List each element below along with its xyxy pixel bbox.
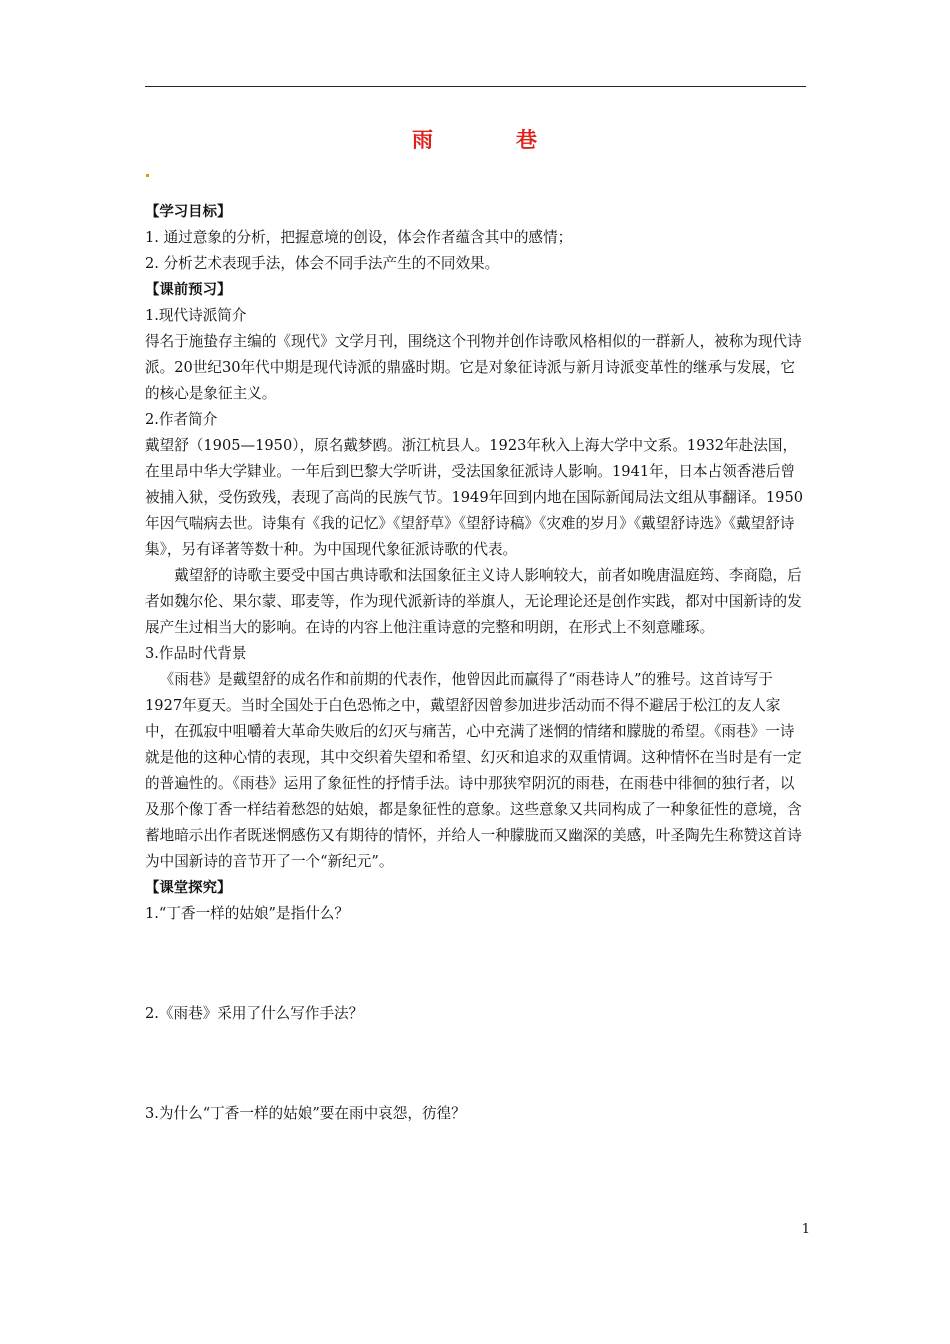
background-heading: 3.作品时代背景 [145,645,247,662]
question-2: 2.《雨巷》采用了什么写作手法？ [145,1005,364,1022]
author-text-2: 戴望舒的诗歌主要受中国古典诗歌和法国象征主义诗人影响较大，前者如晚唐温庭筠、李商隐，后者如魏尔伦、果尔蒙、耶麦等，作为现代派新诗的举旗人，无论理论还是创作实践，都对中国新诗的发展产生过相当大的影响。在诗的内容上他注重诗意的完整和明朗，在形式上不刻意雕琢。 [145,567,802,636]
school-text: 得名于施蛰存主编的《现代》文学月刊，围绕这个刊物并创作诗歌风格相似的一群新人，被称为现代诗派。20世纪30年代中期是现代诗派的鼎盛时期。它是对象征诗派与新月诗派变革性的继承与发展，它的核心是象征主义。 [145,333,802,402]
background-text: 《雨巷》是戴望舒的成名作和前期的代表作，他曾因此而赢得了“雨巷诗人”的雅号。这首诗写于1927年夏天。当时全国处于白色恐怖之中，戴望舒因曾参加进步活动而不得不避居于松江的友人家中，在孤寂中咀嚼着大革命失败后的幻灭与痛苦，心中充满了迷惘的情绪和朦胧的希望。《雨巷》一诗就是他的这种心情的表现，其中交织着失望和希望、幻灭和追求的双重情调。这种情怀在当时是有一定的普遍性的。《雨巷》运用了象征性的抒情手法。诗中那狭窄阴沉的雨巷，在雨巷中徘徊的独行者，以及那个像丁香一样结着愁怨的姑娘，都是象征性的意象。这些意象又共同构成了一种象征性的意境，含蓄地暗示出作者既迷惘感伤又有期待的情怀，并给人一种朦胧而又幽深的美感，叶圣陶先生称赞这首诗为中国新诗的音节开了一个“新纪元”。 [145,671,802,870]
objective-item-1: 1. 通过意象的分析，把握意境的创设，体会作者蕴含其中的感情； [145,229,573,246]
question-3: 3.为什么“丁香一样的姑娘”要在雨中哀怨，彷徨？ [145,1105,466,1122]
question-1: 1.“丁香一样的姑娘”是指什么？ [145,905,349,922]
preview-heading: 【课前预习】 [145,282,232,298]
page-number: 1 [801,1222,810,1237]
author-text-1: 戴望舒（1905—1950），原名戴梦鸥。浙江杭县人。1923年秋入上海大学中文系。1932年赴法国，在里昂中华大学肄业。一年后到巴黎大学听讲，受法国象征派诗人影响。1941年，日本占领香港后曾被捕入狱，受伤致残，表现了高尚的民族气节。1949年回到内地在国际新闻局法文组从事翻译。1950年因气喘病去世。诗集有《我的记忆》《望舒草》《望舒诗稿》《灾难的岁月》《戴望舒诗选》《戴望舒诗集》，另有译著等数十种。为中国现代象征派诗歌的代表。 [145,437,804,558]
document-body [145,199,807,1127]
title-char-1: 雨 [412,127,434,152]
decorative-dot [146,174,149,177]
header-rule [145,86,806,87]
objective-item-2: 2. 分析艺术表现手法，体会不同手法产生的不同效果。 [145,255,500,272]
objectives-heading: 【学习目标】 [145,204,232,220]
document-title [0,124,950,154]
title-char-2: 巷 [516,127,538,152]
explore-heading: 【课堂探究】 [145,880,232,896]
author-heading: 2.作者简介 [145,411,218,428]
school-heading: 1.现代诗派简介 [145,307,247,324]
